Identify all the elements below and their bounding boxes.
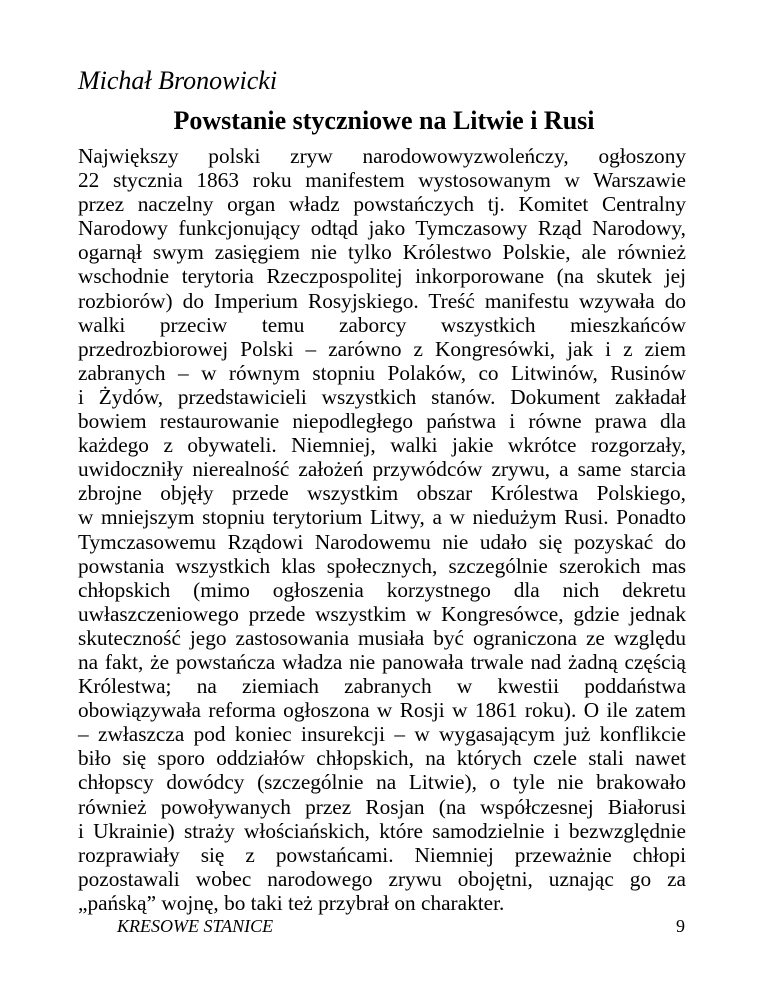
body-line: – zwłaszcza pod koniec insurekcji – w wygasającym już konflikcie — [78, 722, 686, 747]
body-line: uwłaszczeniowego przede wszystkim w Kongresówce, gdzie jednak — [78, 601, 686, 626]
footer-publication-name: KRESOWE STANICE — [117, 916, 274, 936]
body-line: powstania wszystkich klas społecznych, szczególnie szerokich mas — [78, 553, 686, 578]
body-line: przez naczelny organ władz powstańczych tj. Komitet Centralny — [78, 192, 686, 217]
body-line: zbrojne objęły przede wszystkim obszar Królestwa Polskiego, — [78, 481, 686, 506]
body-line: 22 stycznia 1863 roku manifestem wystosowanym w Warszawie — [78, 168, 686, 193]
body-line: w mniejszym stopniu terytorium Litwy, a w niedużym Rusi. Ponadto — [78, 505, 686, 530]
article-title: Powstanie styczniowe na Litwie i Rusi — [173, 106, 595, 135]
body-line: rozprawiały się z powstańcami. Niemniej przeważnie chłopi — [78, 842, 686, 867]
body-line: przedrozbiorowej Polski – zarówno z Kongresówki, jak i z ziem — [78, 336, 686, 361]
body-line: ogarnął swym zasięgiem nie tylko Królestwo Polskie, ale również — [78, 240, 686, 265]
body-line-last: „pańską” wojnę, bo taki też przybrał on charakter. — [78, 890, 505, 915]
author-name: Michał Bronowicki — [78, 66, 278, 95]
body-line: Narodowy funkcjonujący odtąd jako Tymczasowy Rząd Narodowy, — [78, 216, 686, 241]
article-body — [78, 144, 686, 915]
body-line: każdego z obywateli. Niemniej, walki jakie wkrótce rozgorzały, — [78, 433, 686, 458]
body-line: i Żydów, przedstawicieli wszystkich stanów. Dokument zakładał — [78, 384, 686, 409]
body-line: Tymczasowemu Rządowi Narodowemu nie udało się pozyskać do — [78, 529, 686, 554]
body-line: bowiem restaurowanie niepodległego państwa i równe prawa dla — [78, 409, 686, 434]
body-line: wschodnie terytoria Rzeczpospolitej inkorporowane (na skutek jej — [78, 264, 686, 289]
body-line: pozostawali wobec narodowego zrywu obojętni, uznając go za — [78, 866, 686, 891]
footer-page-number: 9 — [676, 916, 685, 936]
body-line: Największy polski zryw narodowowyzwoleńczy, ogłoszony — [78, 144, 686, 168]
body-line: i Ukrainie) straży włościańskich, które samodzielnie i bezwzględnie — [78, 818, 686, 843]
body-line: obowiązywała reforma ogłoszona w Rosji w 1861 roku). O ile zatem — [78, 698, 686, 723]
body-line: skuteczność jego zastosowania musiała być ograniczona ze względu — [78, 625, 686, 650]
body-line: biło się sporo oddziałów chłopskich, na których czele stali nawet — [78, 746, 686, 771]
body-line: zabranych – w równym stopniu Polaków, co Litwinów, Rusinów — [78, 360, 686, 385]
body-line: walki przeciw temu zaborcy wszystkich mieszkańców — [78, 312, 686, 337]
body-line: chłopscy dowódcy (szczególnie na Litwie), o tyle nie brakowało — [78, 770, 686, 795]
body-line: rozbiorów) do Imperium Rosyjskiego. Treść manifestu wzywała do — [78, 288, 686, 313]
body-line: na fakt, że powstańcza władza nie panowała trwale nad żadną częścią — [78, 649, 686, 674]
body-line: Królestwa; na ziemiach zabranych w kwestii poddaństwa — [78, 674, 686, 699]
body-line: również powoływanych przez Rosjan (na współczesnej Białorusi — [78, 794, 686, 819]
body-line: uwidoczniły nierealność założeń przywódców zrywu, a same starcia — [78, 457, 686, 482]
body-line: chłopskich (mimo ogłoszenia korzystnego dla nich dekretu — [78, 577, 686, 602]
